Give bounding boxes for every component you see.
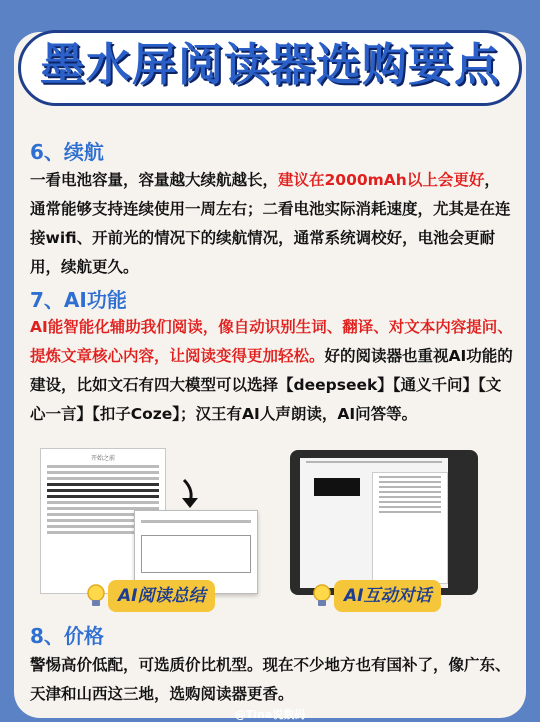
ereader-device-image (290, 450, 478, 595)
text-line (47, 477, 159, 480)
section-text-price (30, 651, 514, 709)
ereader-screen (300, 458, 448, 588)
text-line (47, 483, 159, 486)
watermark: @Tina说数码 (234, 708, 306, 721)
caption-text: AI阅读总结 (110, 582, 213, 610)
section-heading-ai: 7、AI功能 (30, 288, 127, 312)
book-page-title: 开始之前 (90, 455, 115, 462)
highlight-span: AI能智能化辅助我们阅读，像自动识别生词、翻译、对文本内容提问、提炼文章核心内容，让阅读变得更加轻松。 (30, 318, 513, 365)
summary-box (141, 535, 251, 573)
text-line (379, 501, 441, 503)
chat-bubble (314, 478, 360, 496)
section-heading-battery: 6、续航 (30, 140, 104, 164)
caption-ai-chat (312, 582, 439, 610)
chat-panel (372, 472, 448, 584)
text-line (379, 511, 441, 513)
text-span: 警惕高价低配，可选质价比机型。现在不少地方也有国补了，像广东、天津和山西这三地，选购阅读器更香。 (30, 656, 511, 703)
page-title: 墨水屏阅读器选购要点 (39, 38, 500, 91)
text-line (379, 496, 441, 498)
text-line (47, 471, 159, 474)
text-line (379, 491, 441, 493)
ai-chat-illustration (290, 450, 490, 595)
caption-text: AI互动对话 (336, 582, 439, 610)
text-line (47, 495, 159, 498)
text-line (379, 486, 441, 488)
text-line (47, 465, 159, 468)
text-line (47, 489, 159, 492)
text-line (306, 461, 442, 463)
text-line (379, 481, 441, 483)
text-line (379, 506, 441, 508)
lightbulb-icon (86, 583, 106, 609)
text-span: ，通常能够支持连续使用一周左右；二看电池实际消耗速度，尤其是在连接wifi、开前光的情况下的续航情况，通常系统调校好，电池会更耐用，续航更久。 (30, 171, 511, 276)
text-line (141, 520, 251, 523)
text-span: 好的阅读器也重视AI功能的建设，比如文石有四大模型可以选择【deepseek】【通义千问】【文心一言】【扣子Coze】；汉王有AI人声朗读，AI问答等。 (30, 347, 513, 423)
section-heading-price: 8、价格 (30, 624, 104, 648)
lightbulb-icon (312, 583, 332, 609)
text-span: 一看电池容量，容量越大续航越长， (30, 171, 279, 189)
caption-ai-summary (86, 582, 213, 610)
text-line (379, 476, 441, 478)
ai-summary-illustration (34, 448, 266, 598)
section-text-battery (30, 166, 514, 282)
section-text-ai (30, 313, 514, 429)
highlight-span: 建议在2000mAh以上会更好 (278, 171, 485, 189)
arrow-down-icon (178, 478, 202, 512)
text-line (47, 501, 159, 504)
